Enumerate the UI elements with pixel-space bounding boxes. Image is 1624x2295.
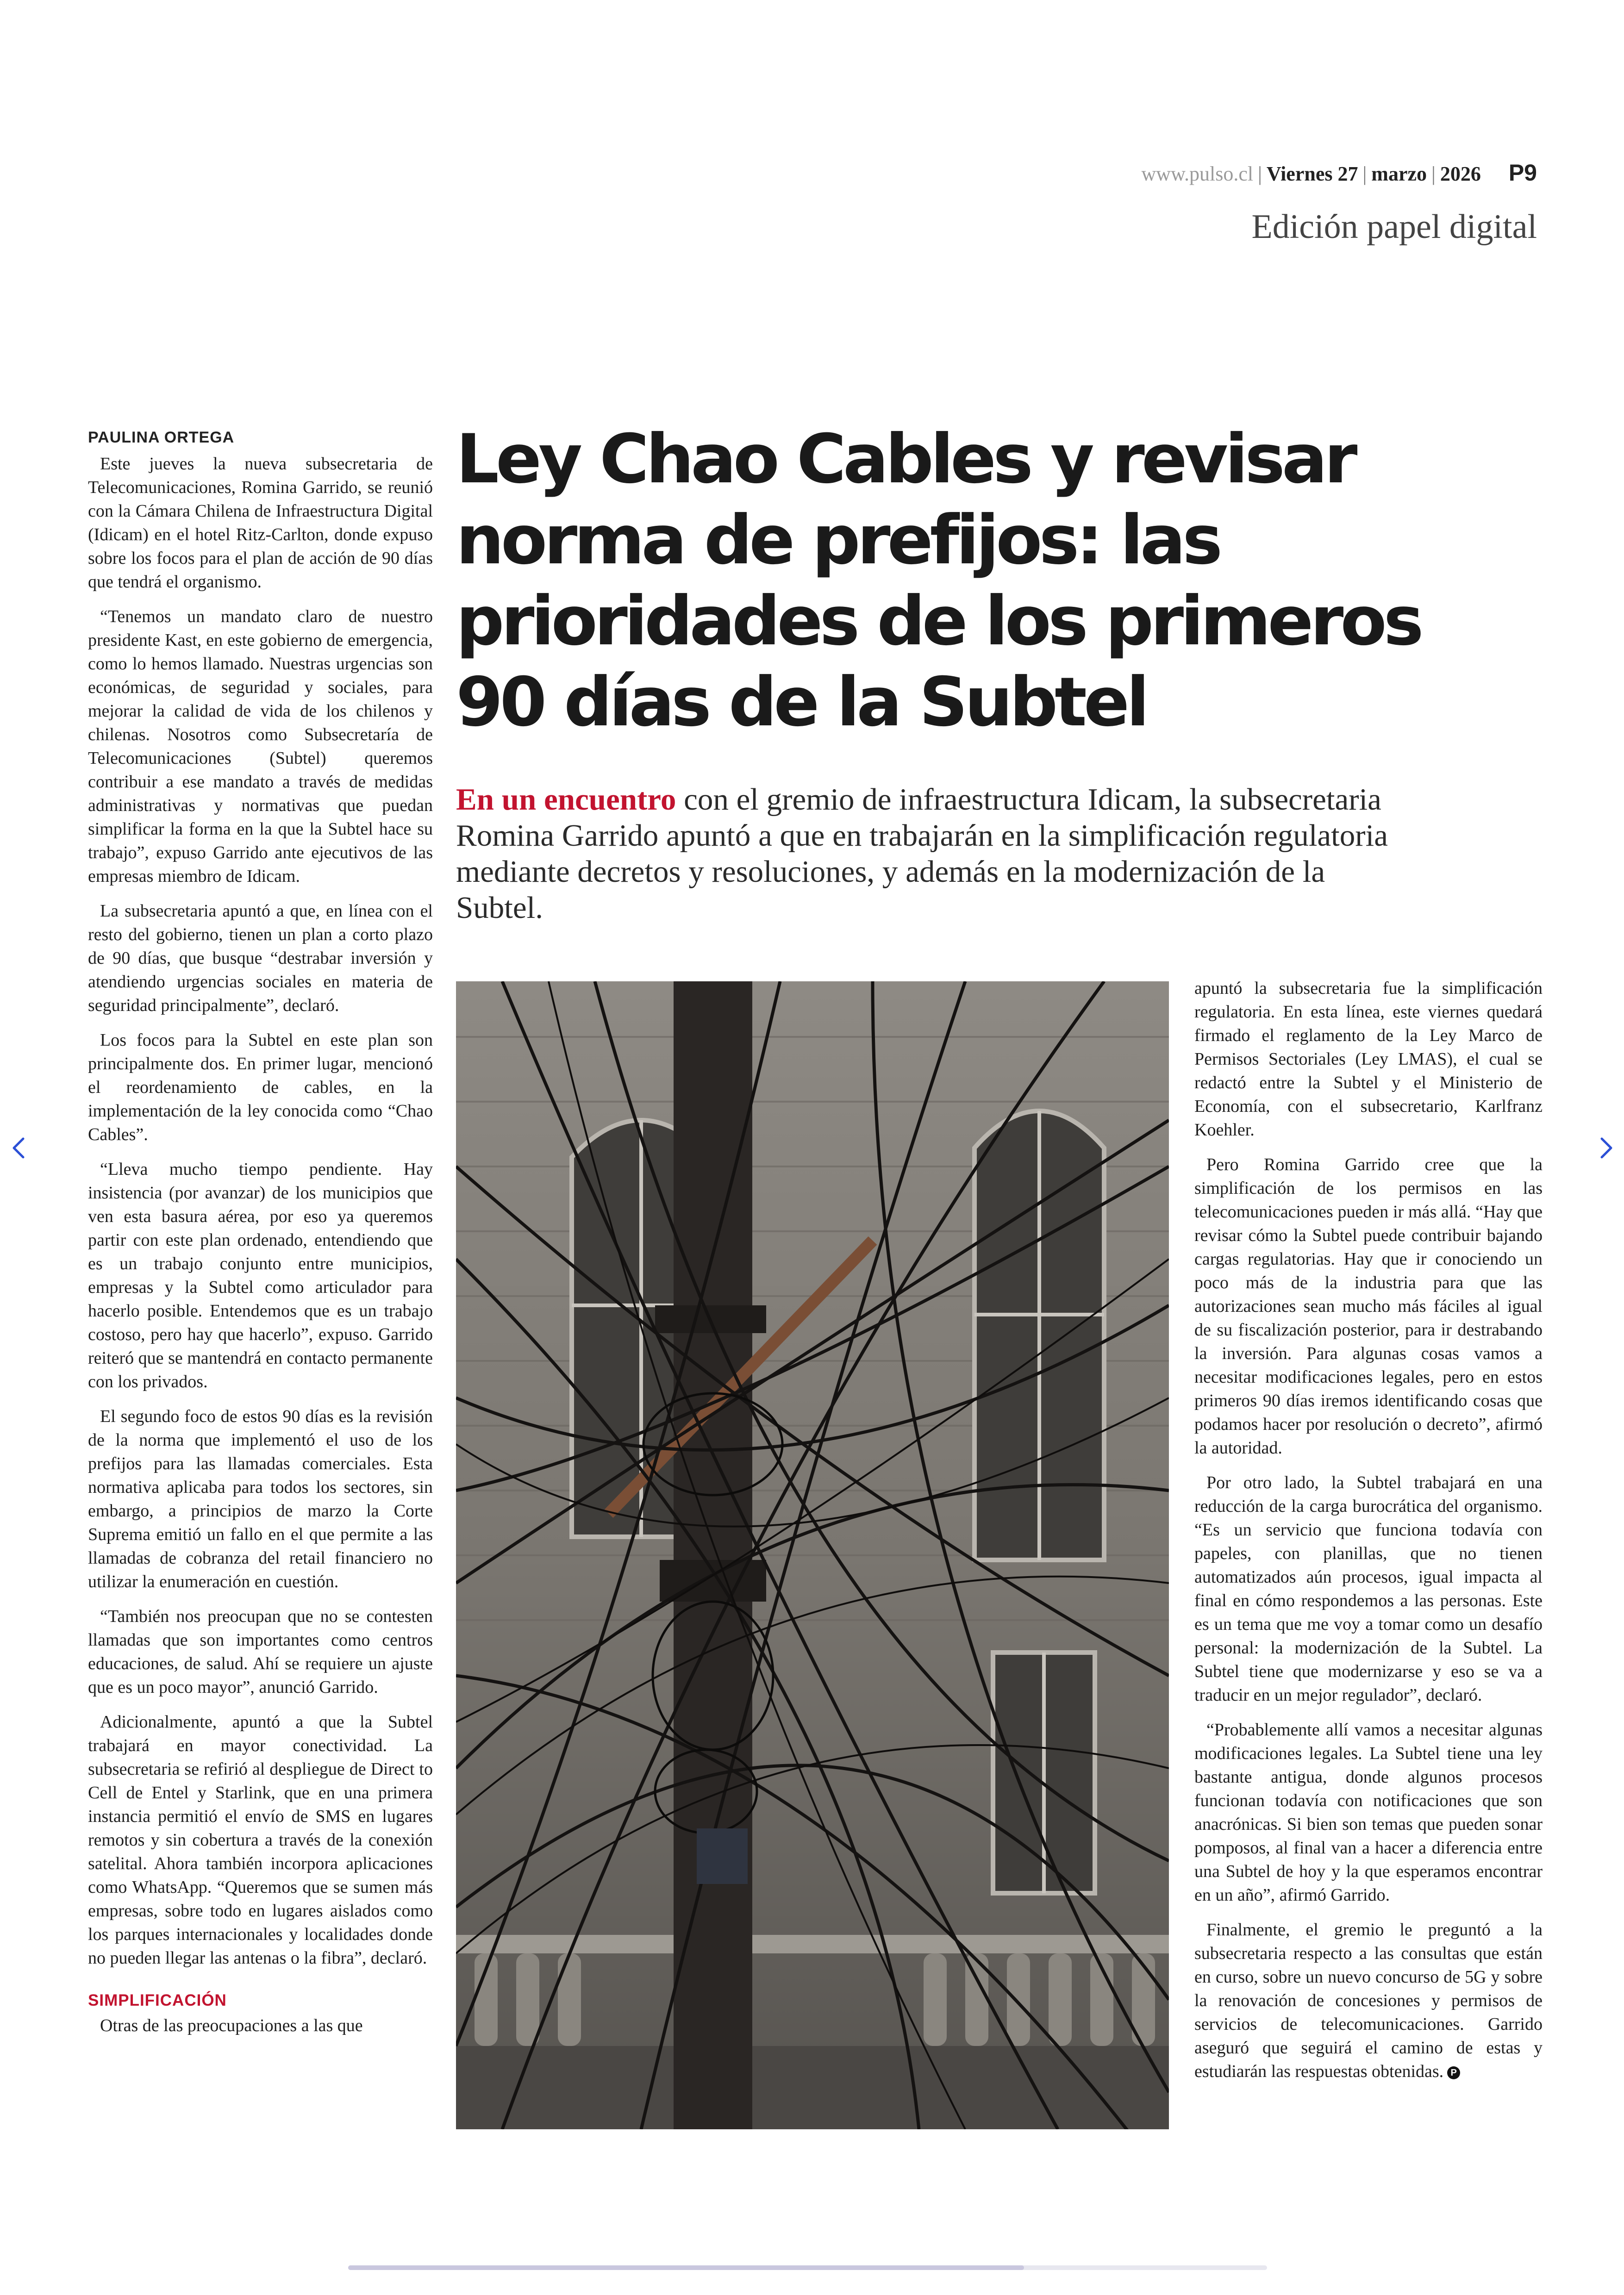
paragraph: “Lleva mucho tiempo pendiente. Hay insistencia (por avanzar) de los municipios que ven esta basura aérea, por eso ya queremos partir con este plan ordenado, entendiendo que es un trabajo conjunto entre municipios, empresas y la Subtel como articulador para hacerlo posible. Entendemos que es un trabajo costoso, pero hay que hacerlo”, expuso. Garrido reiteró que se mantendrá en contacto permanente con los privados. [88,1160,433,1391]
deck-text: con el gremio de infraestructura Idicam, la subsecretaria Romina Garrido apuntó a que en trabajarán en la simplificación regulatoria mediante decretos y resoluciones, y además en la modernización de la Subtel. [456,782,1388,925]
paragraph: “También nos preocupan que no se contesten llamadas que son importantes como centros educaciones, de salud. Ahí se requiere un ajuste que es un poco mayor”, anunció Garrido. [88,1607,433,1697]
paragraph: “Probablemente allí vamos a necesitar algunas modificaciones legales. La Subtel tiene una ley bastante antigua, donde algunos procesos funcionan todavía con notificaciones que son anacrónicas. Si bien son temas que pueden sonar pomposos, al final van a hacer a diferencia entre una Subtel de hoy y la que esperamos encontrar en un año”, afirmó Garrido. [1194,1720,1543,1905]
issue-month: marzo [1371,162,1427,185]
paragraph: “Tenemos un mandato claro de nuestro presidente Kast, en este gobierno de emergencia, como lo hemos llamado. Nuestras urgencias son económicas, de seguridad y sociales, para mejorar la calidad de vida de los chilenos y chilenas. Nosotros como Subsecretaría de Telecomunicaciones (Subtel) queremos contribuir a ese mandato a través de medidas administrativas y normativas que puedan simplificar la forma en la que la Subtel hace su trabajo”, expuso Garrido ante ejecutivos de las empresas miembro de Idicam. [88,607,433,886]
paragraph: Pero Romina Garrido cree que la simplificación de los permisos en las telecomunicaciones pueden ir más allá. “Hay que revisar cómo la Subtel puede contribuir bajando cargas regulatorias. Hay que ir conociendo un poco más de la industria para que las autorizaciones sean mucho más fáciles al igual de su fiscalización posterior, para ir destrabando la inversión. Para algunas cosas vamos a necesitar modificaciones legales, pero en estos primeros 90 días iremos identificando cosas que podamos hacer por resolución o decreto”, afirmó la autoridad. [1194,1155,1543,1458]
chevron-left-icon[interactable] [5,1129,32,1166]
paragraph: Los focos para la Subtel en este plan son principalmente dos. En primer lugar, mencionó el reordenamiento de cables, en la implementación de la ley conocida como “Chao Cables”. [88,1030,433,1144]
site-url: www.pulso.cl [1141,162,1254,185]
left-column [88,426,433,2038]
paragraph: Por otro lado, la Subtel trabajará en una reducción de la carga burocrática del organismo. “Es un servicio que funciona todavía con papeles, con planillas, que no tienen automatizados aún procesos, igual impacta al final en cómo respondemos a las personas. Este es un tema que me voy a tomar como un desafío personal: la modernización de la Subtel. La Subtel tiene que modernizarse y eso se va a traducir en un mejor regulador”, declaró. [1194,1473,1543,1705]
issue-year: 2026 [1440,162,1481,185]
paragraph: apuntó la subsecretaria fue la simplificación regulatoria. En esta línea, este viernes quedará firmado el reglamento de la Ley Marco de Permisos Sectoriales (Ley LMAS), el cual se redactó entre la Subtel y el Ministerio de Economía, con el subsecretario, Karlfranz Koehler. [1194,979,1543,1140]
paragraph: Otras de las preocupaciones a las que [100,2016,363,2035]
headline: Ley Chao Cables y revisar norma de prefijos: las prioridades de los primeros 90 días de la Subtel [456,420,1421,742]
subhead: SIMPLIFICACIÓN [88,1991,227,2009]
end-mark-icon: P [1447,2066,1460,2079]
chevron-right-icon[interactable] [1593,1129,1620,1166]
issue-day: Viernes 27 [1266,162,1358,185]
paragraph: El segundo foco de estos 90 días es la revisión de la norma que implementó el uso de los prefijos para las llamadas comerciales. Esta normativa aplicaba para todos los sectores, sin embargo, a principios de marzo la Corte Suprema emitió un fallo en el que permite a las llamadas de cobranza del retail financiero no utilizar la enumeración en cuestión. [88,1407,433,1591]
page-number: P9 [1508,160,1537,186]
deck [456,781,1400,926]
deck-lead: En un encuentro [456,782,676,817]
right-column [1194,977,1543,2083]
byline: PAULINA ORTEGA [88,429,235,446]
paragraph-last [1194,1918,1543,2083]
paragraph: Adicionalmente, apuntó a que la Subtel trabajará en mayor conectividad. La subsecretaria se refirió al despliegue de Direct to Cell de Entel y Starlink, que en una primera instancia permitió el envío de SMS en lugares remotos y sin cobertura a través de la conexión satelital. Ahora también incorpora aplicaciones como WhatsApp. “Queremos que se sumen más empresas, sobre todo en lugares aislados como los parques internacionales y localidades donde no pueden llegar las antenas o la fibra”, declaró. [88,1712,433,1968]
cables-photo-illustration [456,981,1169,2129]
paragraph: La subsecretaria apuntó a que, en línea con el resto del gobierno, tienen un plan a corto plazo de 90 días, que busque “destrabar inversión y atendiendo urgencias sociales en materia de seguridad principalmente”, declaró. [88,901,433,1015]
paragraph: Este jueves la nueva subsecretaria de Telecomunicaciones, Romina Garrido, se reunió con la Cámara Chilena de Infraestructura Digital (Idicam) en el hotel Ritz-Carlton, donde expuso sobre los focos para el plan de acción de 90 días que tendrá el organismo. [88,454,433,592]
scrollbar-thumb[interactable] [348,2265,1024,2270]
edition-label: Edición papel digital [1251,208,1537,246]
paragraph-text: Finalmente, el gremio le preguntó a la subsecretaria respecto a las consultas que están en curso, sobre un nuevo concurso de 5G y sobre la renovación de concesiones y permisos de servicios de telecomunicaciones. Garrido aseguró que seguirá el camino de estas y estudiarán las respuestas obtenidas. [1194,1920,1543,2081]
masthead: www.pulso.cl | Viernes 27 | marzo | 2026 P9 [1141,160,1537,186]
article-photo [456,981,1169,2129]
